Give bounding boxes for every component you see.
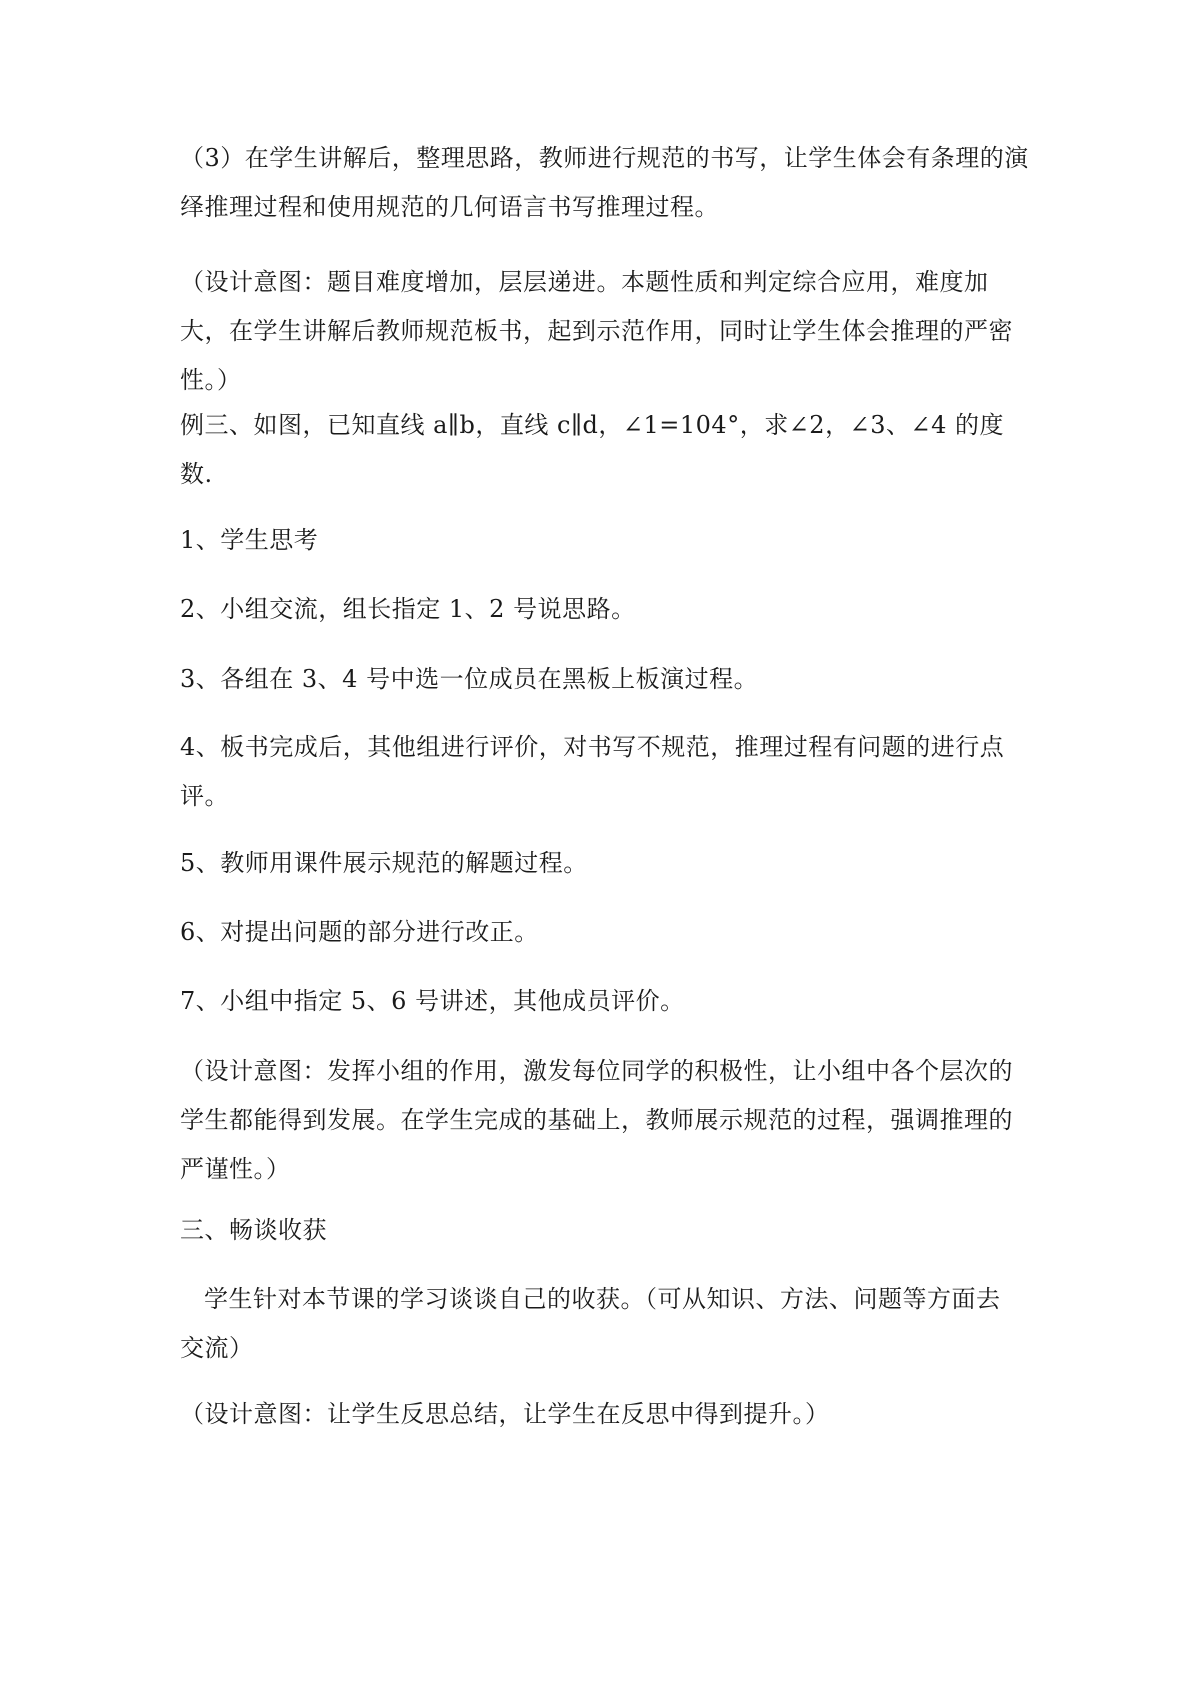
list-item-6 bbox=[180, 908, 1020, 957]
text-line: 5、教师用课件展示规范的解题过程。 bbox=[180, 849, 588, 877]
paragraph-design-intent-3 bbox=[180, 1390, 1020, 1439]
text-line: 例三、如图，已知直线 a∥b，直线 c∥d，∠1=104°，求∠2，∠3、∠4 的度 bbox=[180, 411, 1004, 439]
list-item-2 bbox=[180, 585, 1020, 634]
text-line: 严谨性。） bbox=[180, 1155, 291, 1183]
text-line: 大，在学生讲解后教师规范板书，起到示范作用，同时让学生体会推理的严密 bbox=[180, 317, 1013, 345]
text-line: 6、对提出问题的部分进行改正。 bbox=[180, 918, 539, 946]
text-line: 3、各组在 3、4 号中选一位成员在黑板上板演过程。 bbox=[180, 665, 759, 693]
text-line: （设计意图：题目难度增加，层层递进。本题性质和判定综合应用，难度加 bbox=[180, 268, 989, 296]
paragraph-design-intent-1 bbox=[180, 258, 1020, 405]
text-line: （设计意图：让学生反思总结，让学生在反思中得到提升。） bbox=[180, 1400, 830, 1428]
text-line: 学生针对本节课的学习谈谈自己的收获。（可从知识、方法、问题等方面去 bbox=[204, 1285, 1001, 1313]
list-item-7 bbox=[180, 977, 1020, 1026]
text-line: 4、板书完成后，其他组进行评价，对书写不规范，推理过程有问题的进行点 bbox=[180, 733, 1005, 761]
list-item-1 bbox=[180, 516, 1020, 565]
text-line: 评。 bbox=[180, 782, 229, 810]
text-line: （3）在学生讲解后，整理思路，教师进行规范的书写，让学生体会有条理的演 bbox=[180, 144, 1029, 172]
paragraph-student-reflection bbox=[180, 1275, 1020, 1373]
text-line: 1、学生思考 bbox=[180, 526, 319, 554]
text-line: 交流） bbox=[180, 1334, 254, 1362]
paragraph-example-3 bbox=[180, 401, 1020, 499]
text-line: 2、小组交流，组长指定 1、2 号说思路。 bbox=[180, 595, 636, 623]
text-line: 性。） bbox=[180, 366, 242, 394]
list-item-5 bbox=[180, 839, 1020, 888]
paragraph-step-3 bbox=[180, 134, 1029, 232]
paragraph-design-intent-2 bbox=[180, 1047, 1020, 1194]
section-heading-harvest bbox=[180, 1206, 1020, 1255]
list-item-3 bbox=[180, 655, 1020, 704]
text-line: 三、畅谈收获 bbox=[180, 1216, 327, 1244]
text-line: 7、小组中指定 5、6 号讲述，其他成员评价。 bbox=[180, 987, 685, 1015]
text-line: 绎推理过程和使用规范的几何语言书写推理过程。 bbox=[180, 193, 719, 221]
text-line: 学生都能得到发展。在学生完成的基础上，教师展示规范的过程，强调推理的 bbox=[180, 1106, 1013, 1134]
list-item-4 bbox=[180, 723, 1020, 821]
text-line: 数. bbox=[180, 460, 213, 488]
text-line: （设计意图：发挥小组的作用，激发每位同学的积极性，让小组中各个层次的 bbox=[180, 1057, 1013, 1085]
